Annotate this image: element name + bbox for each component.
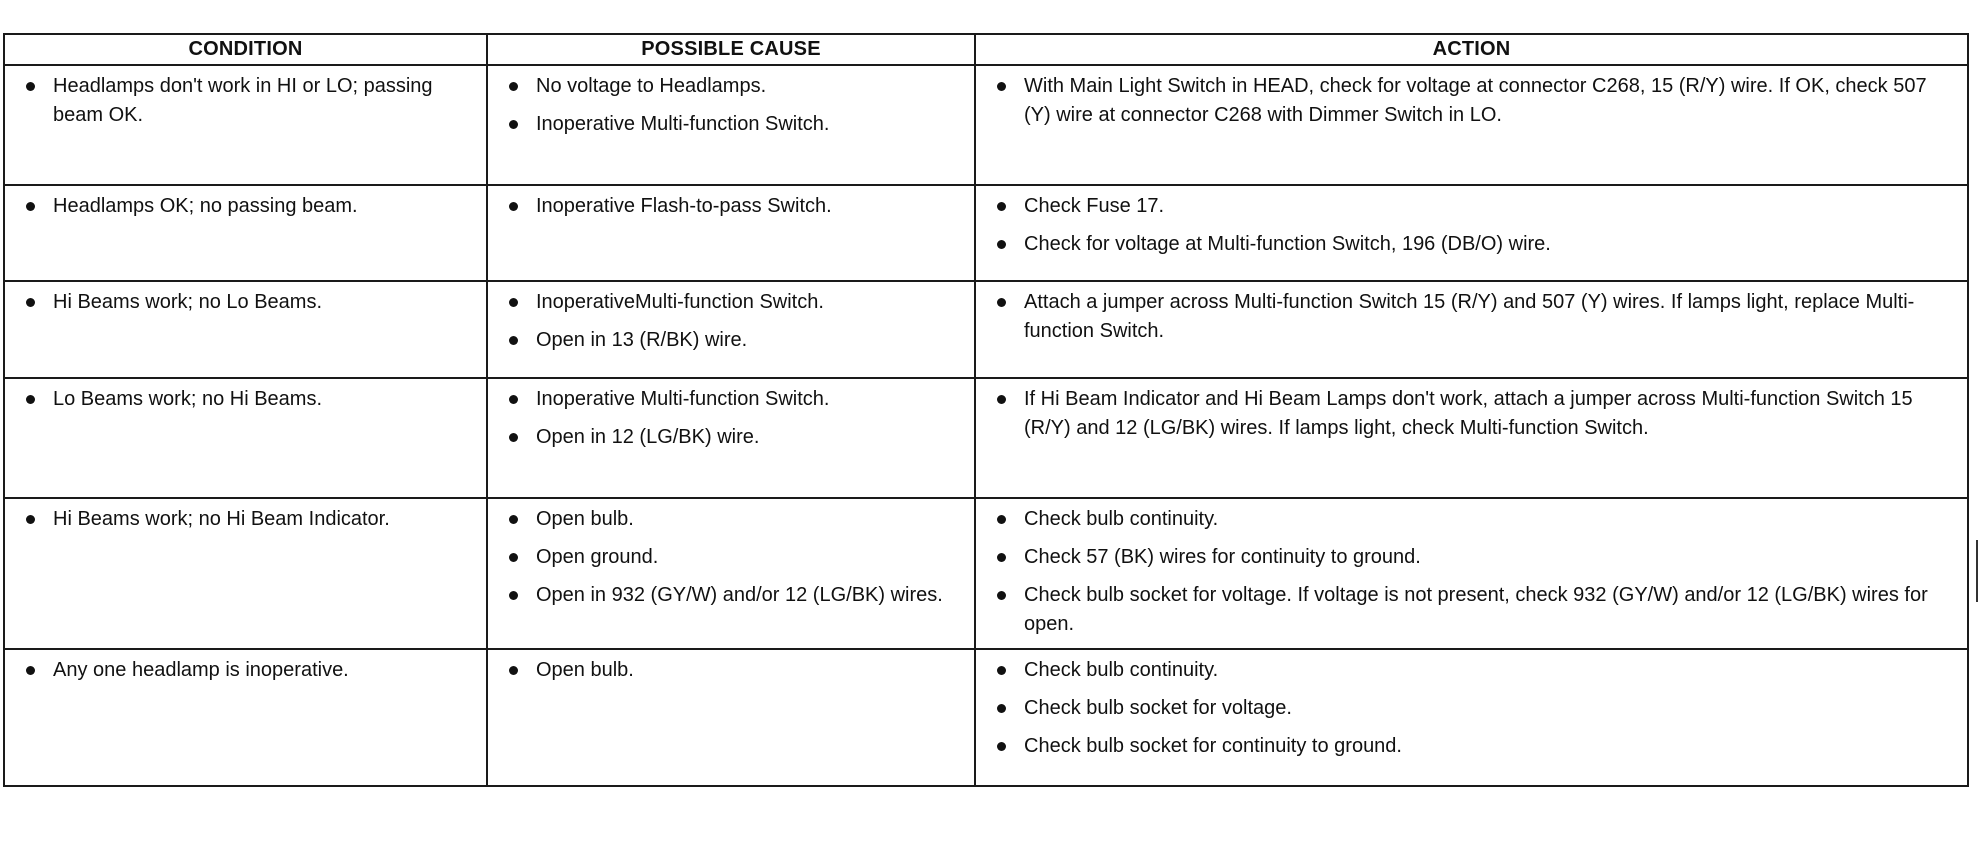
action-item: Check for voltage at Multi-function Switch, 196 (DB/O) wire. — [990, 230, 1953, 259]
bullet-icon — [997, 82, 1006, 91]
condition-item: Headlamps OK; no passing beam. — [19, 192, 472, 221]
condition-cell — [4, 65, 487, 185]
action-item: Attach a jumper across Multi-function Switch 15 (R/Y) and 507 (Y) wires. If lamps light, replace Multi-function Switch. — [990, 288, 1953, 346]
action-item: Check Fuse 17. — [990, 192, 1953, 221]
bullet-icon — [509, 553, 518, 562]
bullet-icon — [509, 298, 518, 307]
bullet-icon — [997, 553, 1006, 562]
bullet-icon — [997, 666, 1006, 675]
action-cell — [975, 65, 1968, 185]
header-row — [4, 34, 1968, 65]
cause-item: Open bulb. — [502, 505, 960, 534]
cause-item: Open in 13 (R/BK) wire. — [502, 326, 960, 355]
bullet-icon — [509, 202, 518, 211]
action-item: Check bulb continuity. — [990, 656, 1953, 685]
bullet-icon — [997, 298, 1006, 307]
table-row — [4, 65, 1968, 185]
bullet-icon — [26, 395, 35, 404]
condition-cell — [4, 649, 487, 786]
cause-cell — [487, 65, 975, 185]
cause-cell — [487, 649, 975, 786]
cause-cell — [487, 281, 975, 378]
condition-item: Any one headlamp is inoperative. — [19, 656, 472, 685]
condition-cell — [4, 185, 487, 281]
table-row — [4, 281, 1968, 378]
action-cell — [975, 378, 1968, 498]
bullet-icon — [509, 395, 518, 404]
action-item: Check 57 (BK) wires for continuity to ground. — [990, 543, 1953, 572]
bullet-icon — [509, 433, 518, 442]
bullet-icon — [26, 82, 35, 91]
bullet-icon — [509, 120, 518, 129]
cause-item: Inoperative Flash-to-pass Switch. — [502, 192, 960, 221]
action-cell — [975, 185, 1968, 281]
troubleshooting-table — [3, 33, 1969, 787]
bullet-icon — [509, 336, 518, 345]
possible-cause-header: POSSIBLE CAUSE — [487, 34, 975, 65]
condition-item: Hi Beams work; no Lo Beams. — [19, 288, 472, 317]
cause-item: Open ground. — [502, 543, 960, 572]
bullet-icon — [26, 666, 35, 675]
bullet-icon — [26, 515, 35, 524]
cause-cell — [487, 378, 975, 498]
cause-item: No voltage to Headlamps. — [502, 72, 960, 101]
bullet-icon — [26, 298, 35, 307]
action-item: Check bulb continuity. — [990, 505, 1953, 534]
bullet-icon — [997, 591, 1006, 600]
bullet-icon — [997, 515, 1006, 524]
bullet-icon — [509, 82, 518, 91]
bullet-icon — [509, 515, 518, 524]
bullet-icon — [509, 591, 518, 600]
table-row — [4, 649, 1968, 786]
bullet-icon — [997, 704, 1006, 713]
table-row — [4, 498, 1968, 649]
action-header: ACTION — [975, 34, 1968, 65]
bullet-icon — [509, 666, 518, 675]
cause-item: Inoperative Multi-function Switch. — [502, 385, 960, 414]
condition-item: Hi Beams work; no Hi Beam Indicator. — [19, 505, 472, 534]
bullet-icon — [997, 240, 1006, 249]
table-row — [4, 378, 1968, 498]
cause-item: Open bulb. — [502, 656, 960, 685]
table-row — [4, 185, 1968, 281]
condition-header: CONDITION — [4, 34, 487, 65]
bullet-icon — [26, 202, 35, 211]
action-item: With Main Light Switch in HEAD, check for voltage at connector C268, 15 (R/Y) wire. If OK, check 507 (Y) wire at connector C268 with Dimmer Switch in LO. — [990, 72, 1953, 130]
action-cell — [975, 649, 1968, 786]
cause-cell — [487, 185, 975, 281]
bullet-icon — [997, 202, 1006, 211]
action-cell — [975, 281, 1968, 378]
condition-cell — [4, 498, 487, 649]
bullet-icon — [997, 395, 1006, 404]
condition-item: Lo Beams work; no Hi Beams. — [19, 385, 472, 414]
cause-item: InoperativeMulti-function Switch. — [502, 288, 960, 317]
action-item: Check bulb socket for voltage. — [990, 694, 1953, 723]
bullet-icon — [997, 742, 1006, 751]
cause-item: Open in 12 (LG/BK) wire. — [502, 423, 960, 452]
condition-cell — [4, 378, 487, 498]
cause-item: Inoperative Multi-function Switch. — [502, 110, 960, 139]
action-cell — [975, 498, 1968, 649]
action-item: Check bulb socket for voltage. If voltage is not present, check 932 (GY/W) and/or 12 (LG/BK) wires for open. — [990, 581, 1953, 639]
action-item: If Hi Beam Indicator and Hi Beam Lamps don't work, attach a jumper across Multi-function Switch 15 (R/Y) and 12 (LG/BK) wires. If lamps light, check Multi-function Switch. — [990, 385, 1953, 443]
condition-cell — [4, 281, 487, 378]
action-item: Check bulb socket for continuity to ground. — [990, 732, 1953, 761]
cause-cell — [487, 498, 975, 649]
scan-edge-mark — [1976, 540, 1978, 602]
cause-item: Open in 932 (GY/W) and/or 12 (LG/BK) wires. — [502, 581, 960, 610]
condition-item: Headlamps don't work in HI or LO; passing beam OK. — [19, 72, 472, 130]
